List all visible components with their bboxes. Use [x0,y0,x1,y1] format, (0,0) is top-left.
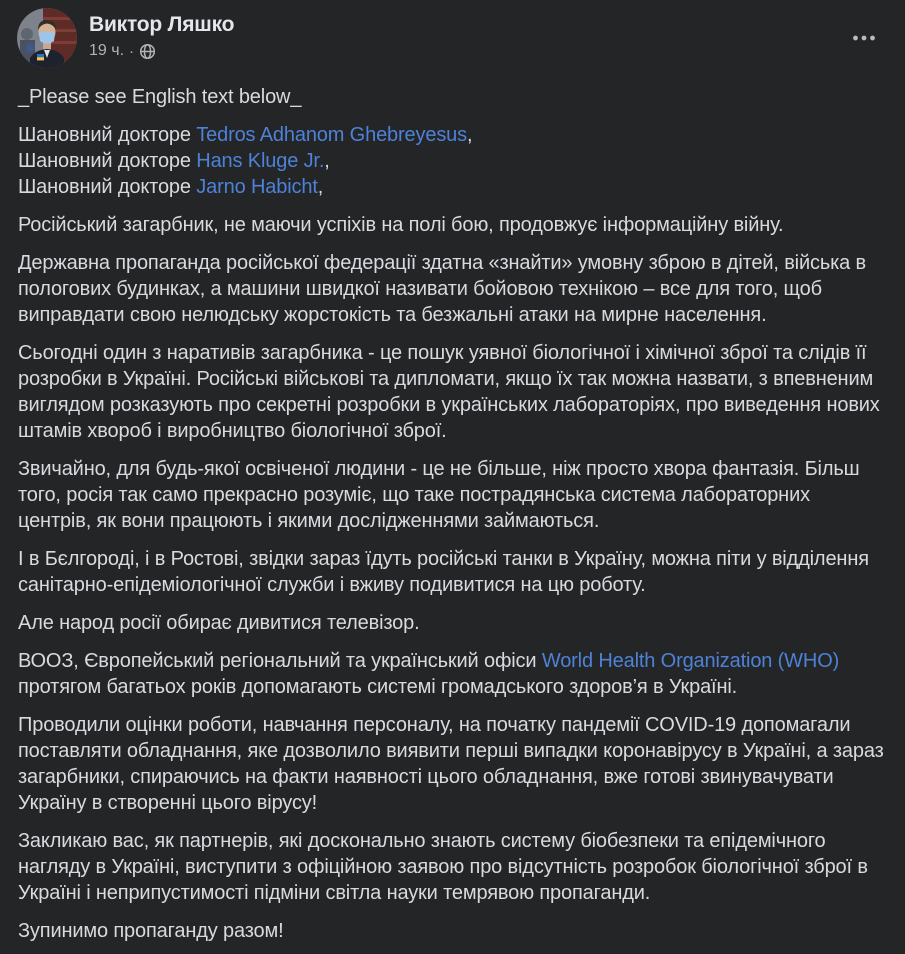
post-paragraph: Сьогодні один з наративів загарбника - це пошук уявної біологічної і хімічної зброї та слідів її розробки в Україні. Російські військові та дипломати, якщо їх так можна назвати, з впевненим виглядом розказують про секретні розробки в українських лабораторіях, про виведення нових штамів хвороб і виробництво біологічної зброї. [18,342,880,442]
author-name[interactable]: Виктор Ляшко [89,13,235,36]
post-paragraph: Закликаю вас, як партнерів, які досконально знають систему біобезпеки та епідемічного нагляду в Україні, виступити з офіційною заявою про відсутність розробок біологічної зброї в Україні і неприпустимості підміни світла науки темрявою пропаганди. [18,830,868,904]
mention-link[interactable]: Jarno Habicht [196,176,318,198]
post-paragraph: І в Бєлгороді, і в Ростові, звідки зараз їдуть російські танки в Україну, можна піти у відділення санітарно-епідеміологічної служби і вживу подивитися на цю роботу. [18,548,869,596]
post-paragraph: Проводили оцінки роботи, навчання персоналу, на початку пандемії COVID-19 допомагали поставляти обладнання, яке дозволило виявити перші випадки коронавірусу в Україні, а зараз загарбники, спираючись на факти наявності цього обладнання, вже готові звинувачувати Україну в створенні цього вірусу! [18,714,884,814]
mention-link[interactable]: World Health Organization (WHO) [541,650,840,672]
post-paragraph: Звичайно, для будь-якої освіченої людини - це не більше, ніж просто хвора фантазія. Більш того, росія так само прекрасно розуміє, що таке пострадянська система лабораторних центрів, як вони працюють і якими дослідженнями займаються. [18,458,860,532]
timestamp[interactable]: 19 ч. [89,42,125,60]
post-meta [89,42,234,60]
globe-icon [139,43,156,60]
avatar-image [17,8,77,68]
post-header [0,0,905,68]
header-text [89,8,234,60]
post-paragraph: ВООЗ, Європейський регіональний та український офіси World Health Organization (WHO) протягом багатьох років допомагають системі громадського здоров’я в Україні. [18,650,840,698]
post-paragraph: Зупинимо пропаганду разом! [18,920,284,942]
mention-link[interactable]: Tedros Adhanom Ghebreyesus [196,124,467,146]
post-paragraph: Шановний докторе Tedros Adhanom Ghebreyesus, Шановний докторе Hans Kluge Jr., Шановний докторе Jarno Habicht, [18,124,473,198]
post-paragraph: Державна пропаганда російської федерації здатна «знайти» умовну зброю в дітей, війська в пологових будинках, а машини швидкої називати бойовою технікою – все для того, щоб виправдати свою нелюдську жорстокість та безжальні атаки на мирне населення. [18,252,867,326]
meta-separator: · [129,42,135,60]
avatar[interactable] [17,8,77,68]
post-text [0,68,905,944]
ellipsis-icon [852,34,876,42]
post-paragraph: Але народ росії обирає дивитися телевізор. [18,612,420,634]
post-menu-button[interactable] [847,26,881,50]
mention-link[interactable]: Hans Kluge Jr. [196,150,325,172]
post-paragraph: _Please see English text below_ [18,86,302,108]
post-paragraph: Російський загарбник, не маючи успіхів на полі бою, продовжує інформаційну війну. [18,214,784,236]
